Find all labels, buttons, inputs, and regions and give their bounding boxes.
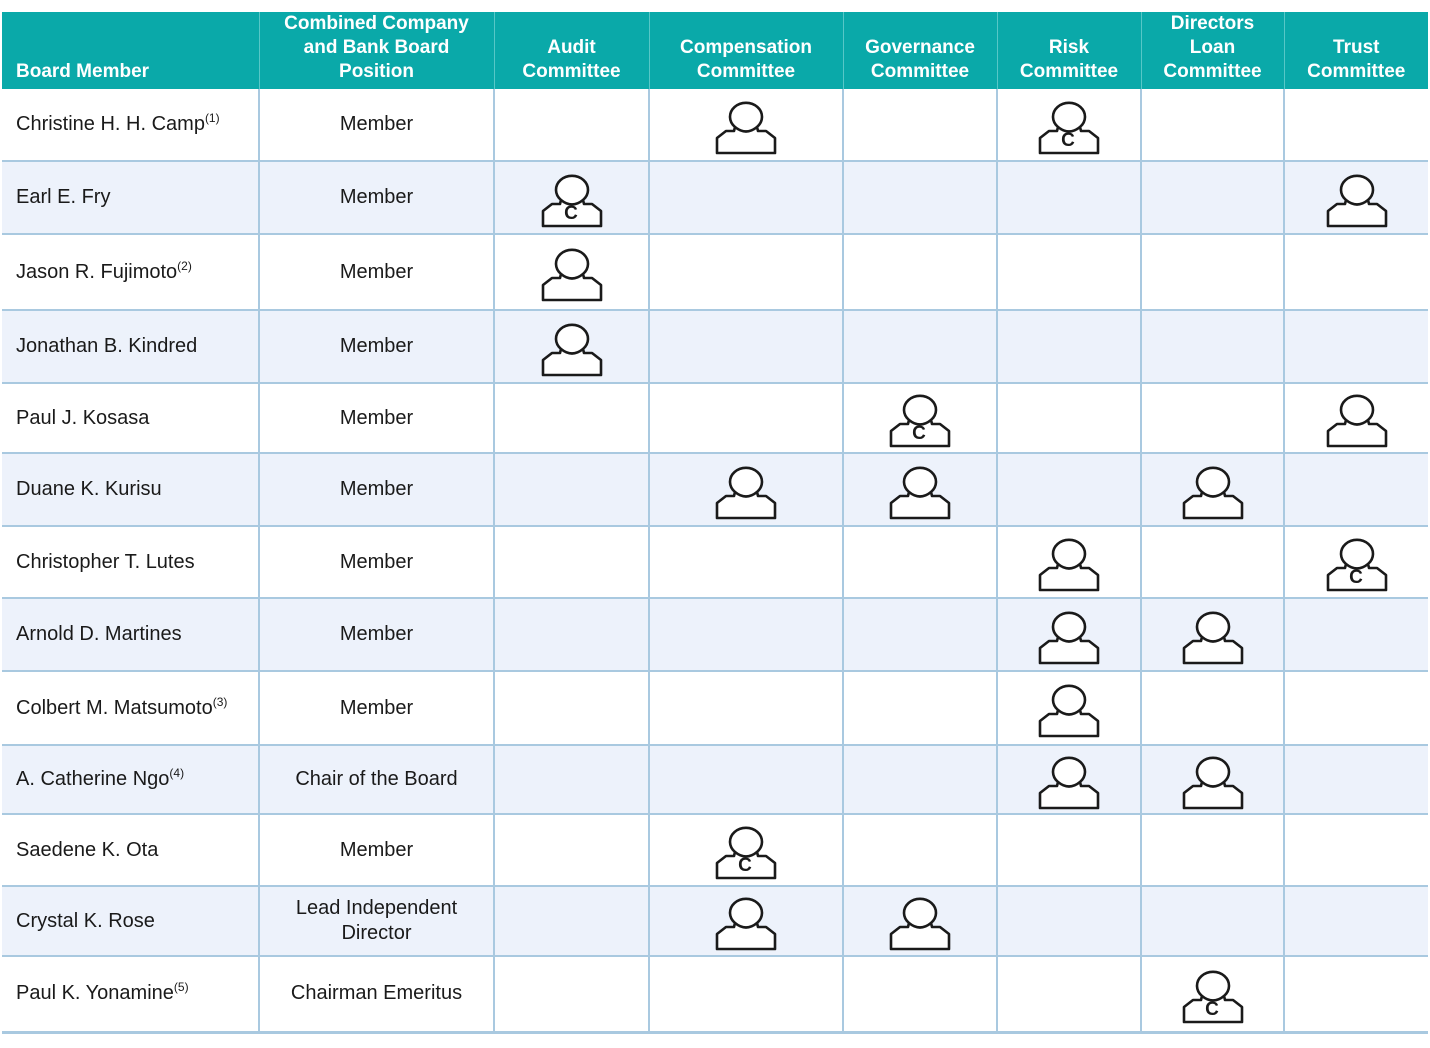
chair-mark: C xyxy=(563,202,578,224)
member-name-text: Paul K. Yonamine xyxy=(16,982,174,1005)
table-row xyxy=(2,89,1428,161)
chair-mark: C xyxy=(1061,129,1075,151)
committee-cell-governance xyxy=(843,310,997,383)
member-name-text: Jonathan B. Kindred xyxy=(16,335,198,357)
board-position: Member xyxy=(259,89,494,161)
board-position: Member xyxy=(259,310,494,383)
committee-cell-trust xyxy=(1284,89,1428,161)
committee-cell-trust xyxy=(1284,886,1428,956)
board-member-name xyxy=(2,526,259,598)
person-outline-icon xyxy=(540,316,604,378)
person-outline-chair-icon xyxy=(1325,531,1389,593)
committee-cell-compensation xyxy=(649,956,843,1032)
committee-cell-directors-loan xyxy=(1141,161,1284,234)
board-member-name xyxy=(2,956,259,1032)
committee-cell-compensation xyxy=(649,886,843,956)
committee-cell-compensation xyxy=(649,526,843,598)
person-outline-icon xyxy=(714,94,778,156)
committee-cell-directors-loan xyxy=(1141,671,1284,745)
header-board-member: Board Member xyxy=(2,12,259,89)
committee-cell-trust xyxy=(1284,161,1428,234)
board-member-name xyxy=(2,745,259,814)
footnote-marker: (4) xyxy=(169,766,185,780)
member-name-text: Colbert M. Matsumoto xyxy=(16,696,213,719)
committee-cell-directors-loan xyxy=(1141,383,1284,453)
committee-cell-trust xyxy=(1284,956,1428,1032)
board-member-name xyxy=(2,383,259,453)
committee-cell-directors-loan xyxy=(1141,89,1284,161)
board-member-name xyxy=(2,89,259,161)
committee-cell-audit xyxy=(494,598,649,671)
table-row xyxy=(2,526,1428,598)
committee-cell-audit xyxy=(494,383,649,453)
committee-cell-compensation xyxy=(649,598,843,671)
header-directors-loan-committee: Directors Loan Committee xyxy=(1141,12,1284,89)
committee-cell-audit xyxy=(494,89,649,161)
person-outline-chair-icon xyxy=(888,387,952,449)
chair-mark: C xyxy=(1204,998,1219,1020)
committee-cell-compensation xyxy=(649,453,843,526)
committee-cell-governance xyxy=(843,598,997,671)
board-member-name xyxy=(2,814,259,886)
committee-cell-risk xyxy=(997,383,1141,453)
committee-cell-trust xyxy=(1284,383,1428,453)
board-position: Member xyxy=(259,598,494,671)
committee-cell-compensation xyxy=(649,310,843,383)
committee-cell-risk xyxy=(997,453,1141,526)
committee-cell-risk xyxy=(997,310,1141,383)
header-audit-committee: Audit Committee xyxy=(494,12,649,89)
committee-cell-risk xyxy=(997,745,1141,814)
member-name-text: Duane K. Kurisu xyxy=(16,478,162,500)
table-row xyxy=(2,234,1428,310)
committee-cell-directors-loan xyxy=(1141,310,1284,383)
committee-cell-compensation xyxy=(649,383,843,453)
member-name-text: A. Catherine Ngo xyxy=(16,768,170,790)
footnote-marker: (5) xyxy=(173,980,189,995)
committee-cell-audit xyxy=(494,234,649,310)
committee-cell-directors-loan xyxy=(1141,526,1284,598)
person-outline-icon xyxy=(1037,677,1101,739)
member-name-text: Saedene K. Ota xyxy=(16,838,159,861)
board-member-name xyxy=(2,671,259,745)
table-row xyxy=(2,814,1428,886)
committee-cell-audit xyxy=(494,814,649,886)
committee-cell-risk xyxy=(997,814,1141,886)
committee-cell-governance xyxy=(843,161,997,234)
chair-mark: C xyxy=(912,423,926,444)
committee-cell-compensation xyxy=(649,161,843,234)
table-row xyxy=(2,310,1428,383)
table-row xyxy=(2,886,1428,956)
header-board-position: Combined Company and Bank Board Position xyxy=(259,12,494,89)
board-member-name xyxy=(2,886,259,956)
person-outline-chair-icon xyxy=(1037,94,1101,156)
committee-cell-governance xyxy=(843,886,997,956)
committee-cell-trust xyxy=(1284,814,1428,886)
committee-cell-directors-loan xyxy=(1141,886,1284,956)
committee-cell-audit xyxy=(494,526,649,598)
table-row xyxy=(2,383,1428,453)
committee-cell-governance xyxy=(843,453,997,526)
board-position: Member xyxy=(259,161,494,234)
person-outline-icon xyxy=(714,890,778,952)
table-row xyxy=(2,956,1428,1032)
board-member-name xyxy=(2,598,259,671)
chair-mark: C xyxy=(1348,567,1363,588)
committee-cell-compensation xyxy=(649,234,843,310)
committee-cell-risk xyxy=(997,956,1141,1032)
committee-cell-audit xyxy=(494,310,649,383)
table-row xyxy=(2,161,1428,234)
committee-cell-directors-loan xyxy=(1141,745,1284,814)
footnote-marker: (1) xyxy=(204,111,220,125)
table-row xyxy=(2,671,1428,745)
table-row xyxy=(2,453,1428,526)
person-outline-icon xyxy=(1037,749,1101,811)
person-outline-chair-icon xyxy=(714,819,778,881)
board-position: Member xyxy=(259,526,494,598)
footnote-marker: (3) xyxy=(212,694,228,709)
board-position: Lead Independent Director xyxy=(259,886,494,956)
board-member-name xyxy=(2,161,259,234)
committee-cell-risk xyxy=(997,526,1141,598)
person-outline-chair-icon xyxy=(540,167,604,229)
member-name-text: Jason R. Fujimoto xyxy=(16,260,178,283)
member-name-text: Arnold D. Martines xyxy=(16,623,182,645)
member-name-text: Christopher T. Lutes xyxy=(16,550,195,573)
member-name-text: Paul J. Kosasa xyxy=(16,406,150,429)
header-risk-committee: Risk Committee xyxy=(997,12,1141,89)
person-outline-chair-icon xyxy=(1181,963,1245,1025)
board-position: Chairman Emeritus xyxy=(259,956,494,1032)
committee-cell-governance xyxy=(843,745,997,814)
header-trust-committee: Trust Committee xyxy=(1284,12,1428,89)
board-position: Chair of the Board xyxy=(259,745,494,814)
committee-cell-compensation xyxy=(649,814,843,886)
committee-cell-trust xyxy=(1284,745,1428,814)
committee-cell-directors-loan xyxy=(1141,956,1284,1032)
committee-cell-governance xyxy=(843,234,997,310)
committee-cell-risk xyxy=(997,886,1141,956)
committee-cell-trust xyxy=(1284,310,1428,383)
header-governance-committee: Governance Committee xyxy=(843,12,997,89)
committee-cell-risk xyxy=(997,598,1141,671)
committee-cell-governance xyxy=(843,526,997,598)
person-outline-icon xyxy=(1181,749,1245,811)
committee-cell-trust xyxy=(1284,234,1428,310)
committee-cell-governance xyxy=(843,671,997,745)
person-outline-icon xyxy=(1181,604,1245,666)
committee-cell-trust xyxy=(1284,671,1428,745)
committee-cell-directors-loan xyxy=(1141,453,1284,526)
person-outline-icon xyxy=(1325,387,1389,449)
board-member-name xyxy=(2,453,259,526)
person-outline-icon xyxy=(888,459,952,521)
committee-cell-risk xyxy=(997,89,1141,161)
committee-cell-audit xyxy=(494,161,649,234)
table-row xyxy=(2,745,1428,814)
board-member-name xyxy=(2,310,259,383)
committee-cell-directors-loan xyxy=(1141,598,1284,671)
board-position: Member xyxy=(259,671,494,745)
board-position: Member xyxy=(259,453,494,526)
table-row xyxy=(2,598,1428,671)
member-name-text: Christine H. H. Camp xyxy=(16,113,205,135)
member-name-text: Crystal K. Rose xyxy=(16,909,155,932)
person-outline-icon xyxy=(714,459,778,521)
committee-cell-compensation xyxy=(649,671,843,745)
committee-cell-trust xyxy=(1284,526,1428,598)
committee-cell-directors-loan xyxy=(1141,814,1284,886)
person-outline-icon xyxy=(1181,459,1245,521)
board-position: Member xyxy=(259,814,494,886)
person-outline-icon xyxy=(1325,167,1389,229)
committee-cell-audit xyxy=(494,671,649,745)
committee-cell-compensation xyxy=(649,745,843,814)
person-outline-icon xyxy=(888,890,952,952)
table-body xyxy=(2,89,1428,1032)
board-committee-table xyxy=(2,12,1428,1034)
board-member-name xyxy=(2,234,259,310)
committee-cell-governance xyxy=(843,89,997,161)
committee-cell-directors-loan xyxy=(1141,234,1284,310)
board-position: Member xyxy=(259,234,494,310)
person-outline-icon xyxy=(540,241,604,303)
committee-cell-risk xyxy=(997,161,1141,234)
member-name-text: Earl E. Fry xyxy=(16,186,111,208)
footnote-marker: (2) xyxy=(177,258,192,273)
committee-cell-audit xyxy=(494,745,649,814)
committee-cell-trust xyxy=(1284,598,1428,671)
committee-cell-governance xyxy=(843,956,997,1032)
person-outline-icon xyxy=(1037,531,1101,593)
committee-cell-governance xyxy=(843,383,997,453)
committee-cell-risk xyxy=(997,671,1141,745)
committee-cell-compensation xyxy=(649,89,843,161)
person-outline-icon xyxy=(1037,604,1101,666)
committee-cell-risk xyxy=(997,234,1141,310)
header-row xyxy=(2,12,1428,89)
committee-cell-audit xyxy=(494,956,649,1032)
committee-cell-governance xyxy=(843,814,997,886)
committee-cell-audit xyxy=(494,886,649,956)
board-position: Member xyxy=(259,383,494,453)
committee-cell-trust xyxy=(1284,453,1428,526)
chair-mark: C xyxy=(738,855,752,876)
header-compensation-committee: Compensation Committee xyxy=(649,12,843,89)
committee-cell-audit xyxy=(494,453,649,526)
